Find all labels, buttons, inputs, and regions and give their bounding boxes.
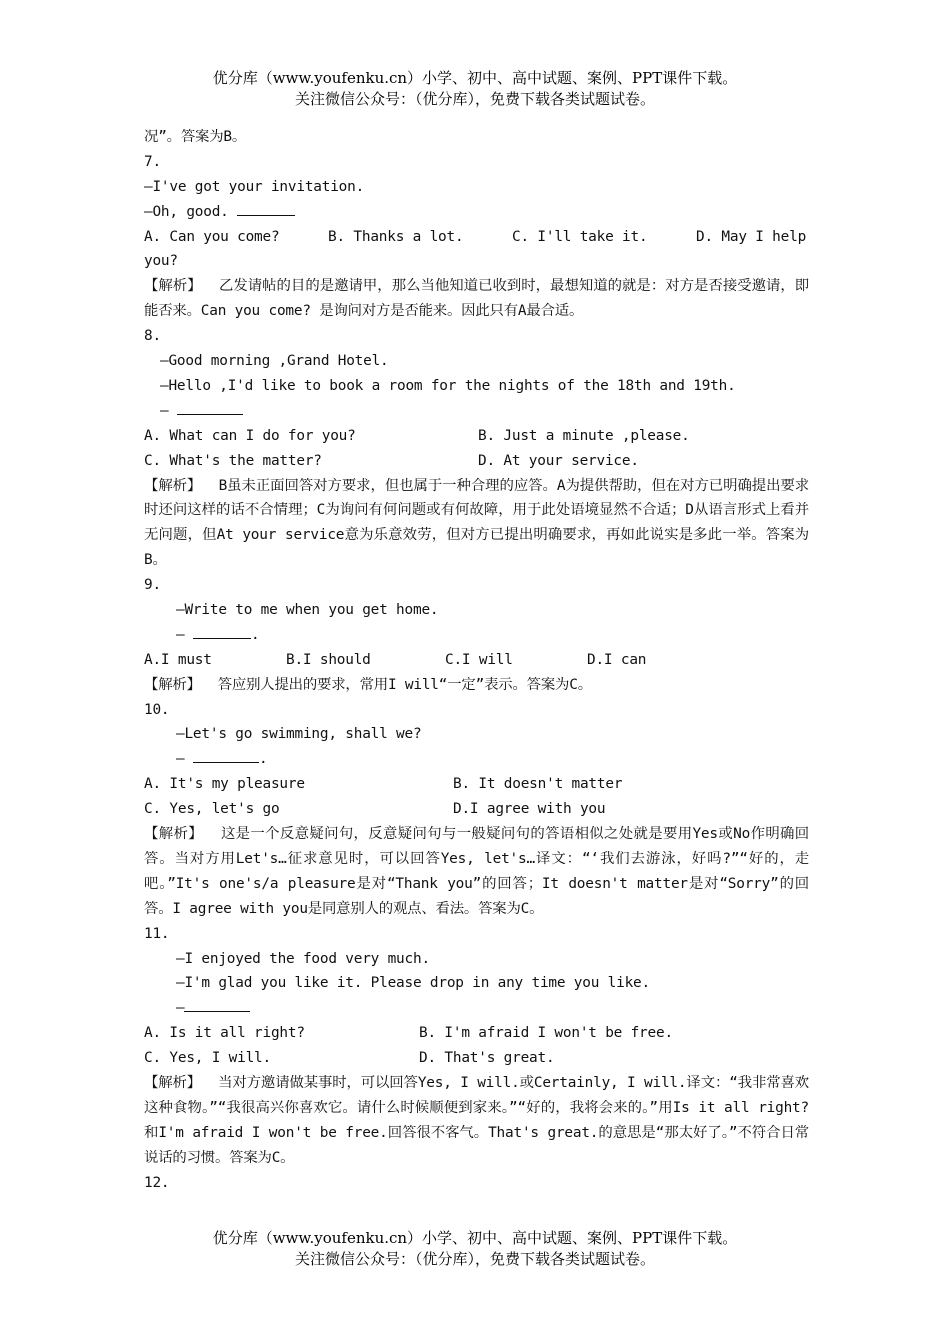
question-11-option-d: D. That's great.	[419, 1050, 555, 1067]
footer-line-2: 关注微信公众号：（优分库），免费下载各类试题试卷。	[294, 1250, 655, 1268]
question-8-option-d: D. At your service.	[478, 452, 639, 469]
question-9-line-1: —Write to me when you get home.	[176, 602, 439, 619]
dash: —	[160, 402, 169, 419]
question-11-options-row-2	[144, 1046, 809, 1071]
question-10-line-2: — .	[144, 747, 809, 772]
question-9-line-2: — .	[144, 623, 809, 648]
question-7-option-b: B. Thanks a lot.	[328, 228, 464, 245]
question-10-line-1: —Let's go swimming, shall we?	[176, 726, 422, 743]
question-8-analysis	[144, 474, 809, 574]
answer-blank	[184, 996, 250, 1012]
analysis-text: 当对方邀请做某事时，可以回答Yes, I will.或Certainly, I will.译文：“我非常喜欢这种食物。”“我很高兴你喜欢它。请什么时候顺便到家来。”“好的，我将会来的。”用Is it all right?和I'm afraid I won't be free.回答很不客气。That's great.的意思是“那太好了。”不符合日常说话的习惯。答案为C。	[144, 1075, 809, 1166]
question-11-line-1: —I enjoyed the food very much.	[176, 950, 430, 967]
question-8-number: 8.	[144, 328, 161, 345]
question-10-option-c: C. Yes, let's go	[144, 801, 280, 818]
question-7-option-d: D. May I help	[696, 228, 807, 245]
analysis-label: 【解析】	[144, 826, 203, 843]
dash: —	[176, 1000, 185, 1017]
question-8-line-1: —Good morning ,Grand Hotel.	[160, 353, 389, 370]
header-line-2: 关注微信公众号：（优分库），免费下载各类试题试卷。	[294, 90, 655, 108]
question-11-options-row-1	[144, 1021, 809, 1046]
analysis-label: 【解析】	[144, 676, 201, 693]
question-11-analysis	[144, 1071, 809, 1171]
analysis-text: 这是一个反意疑问句，反意疑问句与一般疑问句的答语相似之处就是要用Yes或No作明确回答。当对方用Let's…征求意见时，可以回答Yes, let's…译文：“‘我们去游泳，好吗?”“好的，走吧。”It's one's/a pleasure是对“Thank you”的回答；It doesn't matter是对“Sorry”的回答。I agree with you是同意别人的观点、看法。答案为C。	[144, 826, 809, 917]
question-8-line-3	[144, 399, 809, 424]
question-7-option-a: A. Can you come?	[144, 228, 280, 245]
question-10-options-row-1	[144, 772, 809, 797]
question-7-options	[144, 225, 809, 250]
question-9-analysis	[144, 673, 809, 698]
question-11-number: 11.	[144, 925, 170, 942]
question-9-number: 9.	[144, 577, 161, 594]
analysis-text: 乙发请帖的目的是邀请甲，那么当他知道已收到时，最想知道的就是：对方是否接受邀请，即能否来。Can you come? 是询问对方是否能来。因此只有A最合适。	[144, 278, 809, 320]
answer-blank	[193, 747, 259, 763]
dash: —	[176, 751, 185, 768]
question-10-option-d: D.I agree with you	[453, 801, 606, 818]
question-7-option-c: C. I'll take it.	[512, 228, 648, 245]
analysis-label: 【解析】	[144, 1075, 202, 1092]
question-11-option-b: B. I'm afraid I won't be free.	[419, 1025, 673, 1042]
answer-blank	[177, 399, 243, 415]
question-8-options-row-1	[144, 424, 809, 449]
question-10-number: 10.	[144, 701, 170, 718]
document-body	[144, 125, 809, 1196]
question-11-option-c: C. Yes, I will.	[144, 1050, 271, 1067]
question-10-option-b: B. It doesn't matter	[453, 776, 623, 793]
intro-line: 况”。答案为B。	[144, 129, 247, 145]
page-footer	[0, 1228, 950, 1270]
question-9-option-b: B.I should	[286, 651, 371, 668]
answer-blank	[237, 200, 295, 216]
question-7-line-1: —I've got your invitation.	[144, 178, 365, 195]
question-9-option-d: D.I can	[587, 651, 647, 668]
question-8-line-2: —Hello ,I'd like to book a room for the nights of the 18th and 19th.	[160, 377, 736, 394]
page-header	[0, 68, 950, 110]
question-11-option-a: A. Is it all right?	[144, 1025, 305, 1042]
question-7-analysis	[144, 274, 809, 324]
question-12-number: 12.	[144, 1174, 170, 1191]
question-10-analysis	[144, 822, 809, 922]
question-10-option-a: A. It's my pleasure	[144, 776, 305, 793]
question-8-option-b: B. Just a minute ,please.	[478, 427, 690, 444]
analysis-text: B虽未正面回答对方要求，但也属于一种合理的应答。A为提供帮助，但在对方已明确提出要求时还问这样的话不合情理；C为询问有何问题或有何故障，用于此处语境显然不合适；D从语言形式上看并无问题，但At your service意为乐意效劳，但对方已提出明确要求，再如此说实是多此一举。答案为B。	[144, 477, 809, 569]
analysis-label: 【解析】	[144, 278, 202, 295]
question-11-line-2: —I'm glad you like it. Please drop in any time you like.	[176, 975, 650, 992]
question-7-number: 7.	[144, 153, 161, 170]
question-9-options	[144, 648, 809, 673]
question-8-option-a: A. What can I do for you?	[144, 427, 356, 444]
question-7-line-2	[144, 200, 809, 225]
question-9-option-c: C.I will	[445, 651, 513, 668]
dash: —	[176, 626, 185, 643]
question-8-option-c: C. What's the matter?	[144, 452, 322, 469]
question-11-line-3	[144, 996, 809, 1021]
answer-blank	[193, 623, 251, 639]
question-9-option-a: A.I must	[144, 651, 212, 668]
question-10-options-row-2	[144, 797, 809, 822]
question-7-line-2-text: —Oh, good.	[144, 203, 229, 220]
header-line-1: 优分库（www.youfenku.cn）小学、初中、高中试题、案例、PPT课件下载。	[212, 69, 738, 87]
analysis-label: 【解析】	[144, 477, 202, 494]
analysis-text: 答应别人提出的要求，常用I will“一定”表示。答案为C。	[217, 676, 592, 693]
question-7-option-d-continued: you?	[144, 253, 178, 270]
question-8-options-row-2	[144, 449, 809, 474]
footer-line-1: 优分库（www.youfenku.cn）小学、初中、高中试题、案例、PPT课件下载。	[212, 1229, 738, 1247]
